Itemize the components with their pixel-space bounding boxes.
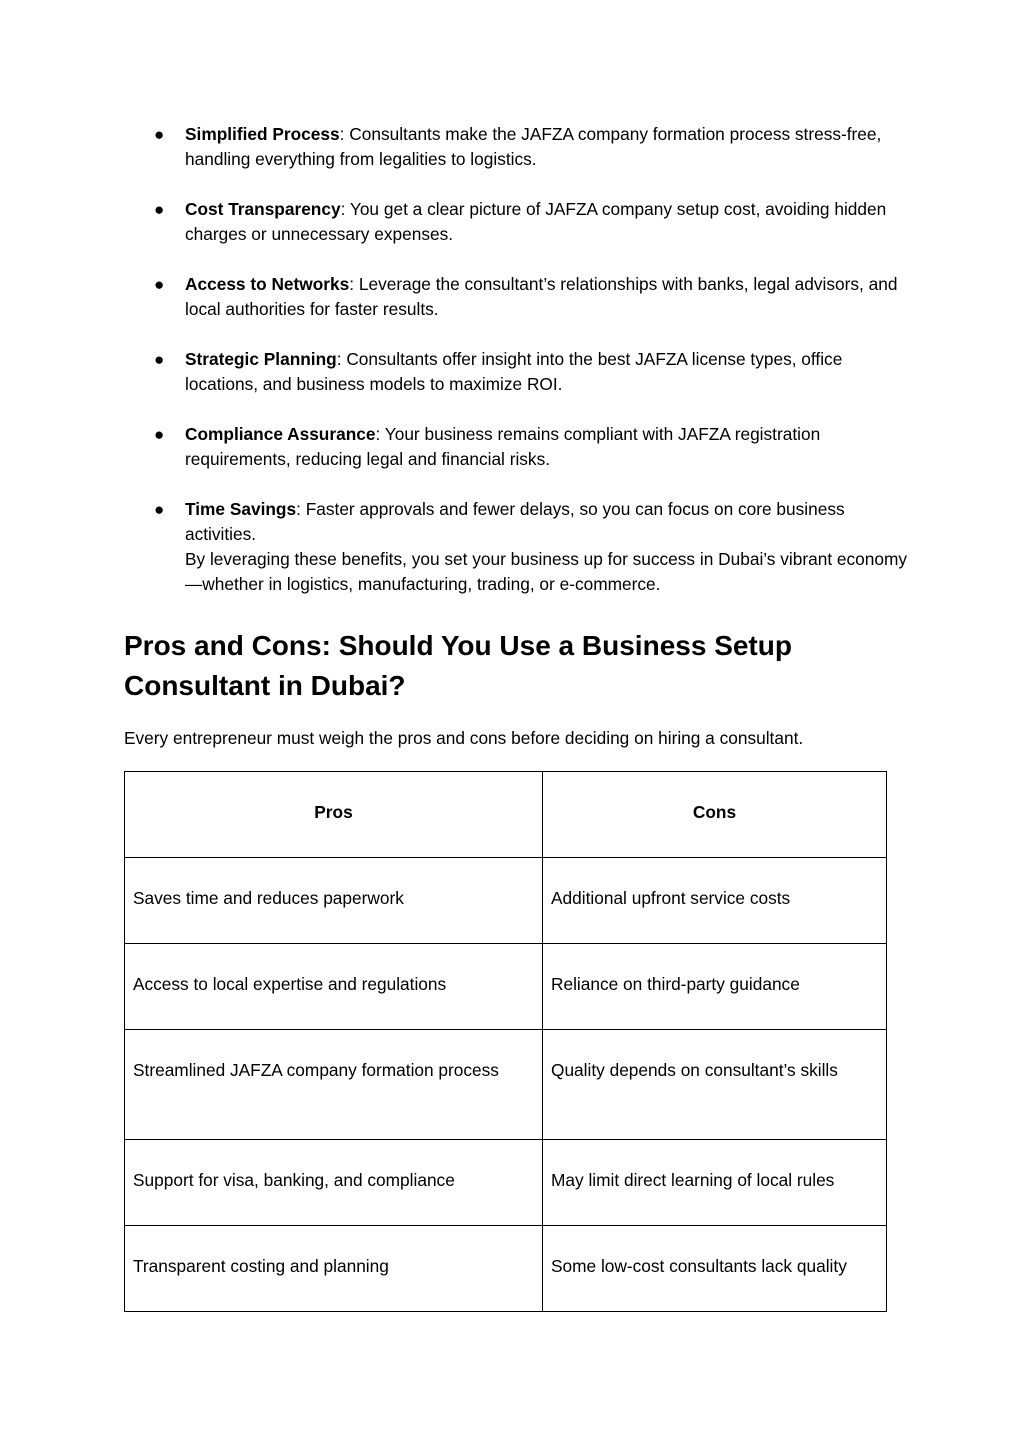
bullet-icon: ●: [154, 275, 165, 294]
table-row: [125, 1140, 887, 1226]
bullet-text: : Faster approvals and fewer delays, so you can focus on core business activities.: [185, 499, 845, 544]
bullet-icon: ●: [154, 350, 165, 369]
pros-cell: Streamlined JAFZA company formation process: [125, 1030, 543, 1140]
bullet-title: Access to Networks: [185, 274, 350, 294]
cons-cell: May limit direct learning of local rules: [543, 1140, 887, 1226]
bullet-icon: ●: [154, 425, 165, 444]
table-row: [125, 944, 887, 1030]
bullet-icon: ●: [154, 200, 165, 219]
pros-header: Pros: [125, 772, 543, 858]
bullet-text: : Consultants offer insight into the best JAFZA license types, office locations, and business models to maximize ROI.: [185, 349, 843, 394]
bullet-title: Compliance Assurance: [185, 424, 376, 444]
bullet-title: Cost Transparency: [185, 199, 341, 219]
bullet-title: Simplified Process: [185, 124, 340, 144]
pros-cell: Access to local expertise and regulations: [125, 944, 543, 1030]
list-item: [124, 272, 914, 322]
table-row: [125, 858, 887, 944]
table-row: [125, 1226, 887, 1312]
bullet-text: : You get a clear picture of JAFZA company setup cost, avoiding hidden charges or unnecessary expenses.: [185, 199, 887, 244]
bullet-text: : Consultants make the JAFZA company formation process stress-free, handling everything from legalities to logistics.: [185, 124, 882, 169]
list-item: [124, 122, 914, 172]
pros-cell: Saves time and reduces paperwork: [125, 858, 543, 944]
cons-cell: Quality depends on consultant’s skills: [543, 1030, 887, 1140]
pros-cons-table: [124, 771, 887, 1312]
bullet-title: Strategic Planning: [185, 349, 337, 369]
list-item: [124, 422, 914, 472]
section-heading: Pros and Cons: Should You Use a Business Setup Consultant in Dubai?: [124, 630, 792, 701]
table-header-row: [125, 772, 887, 858]
cons-cell: Additional upfront service costs: [543, 858, 887, 944]
bullet-icon: ●: [154, 500, 165, 519]
pros-cell: Transparent costing and planning: [125, 1226, 543, 1312]
bullet-icon: ●: [154, 125, 165, 144]
bullet-text: : Leverage the consultant’s relationships with banks, legal advisors, and local authorities for faster results.: [185, 274, 898, 319]
list-item: [124, 497, 914, 597]
bullet-title: Time Savings: [185, 499, 297, 519]
closing-paragraph: By leveraging these benefits, you set your business up for success in Dubai’s vibrant economy—whether in logistics, manufacturing, trading, or e-commerce.: [185, 549, 908, 594]
table-row: [125, 1030, 887, 1140]
list-item: [124, 347, 914, 397]
cons-header: Cons: [543, 772, 887, 858]
intro-paragraph: Every entrepreneur must weigh the pros and cons before deciding on hiring a consultant.: [124, 728, 804, 748]
list-item: [124, 197, 914, 247]
cons-cell: Reliance on third-party guidance: [543, 944, 887, 1030]
bullet-text: : Your business remains compliant with JAFZA registration requirements, reducing legal and financial risks.: [185, 424, 821, 469]
benefits-list: [124, 122, 914, 622]
pros-cell: Support for visa, banking, and compliance: [125, 1140, 543, 1226]
cons-cell: Some low-cost consultants lack quality: [543, 1226, 887, 1312]
